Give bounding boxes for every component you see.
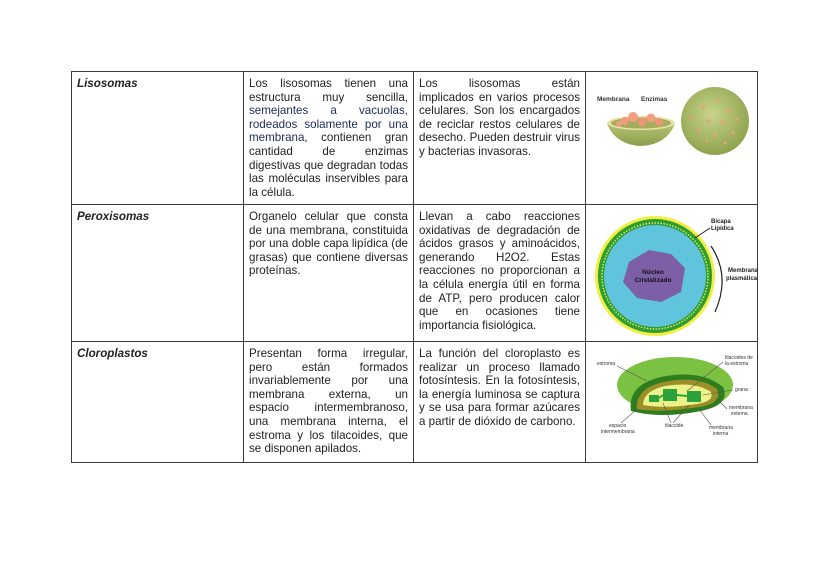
label-nucleo: Núcleo — [642, 269, 664, 276]
table-row-cloroplastos — [72, 342, 758, 463]
organelle-name: Peroxisomas — [72, 205, 244, 342]
image-cell — [586, 72, 758, 205]
structure-highlight-text: semejantes a vacuolas, rodeados solamente por una membrana — [249, 104, 408, 145]
function-cell: La función del cloroplasto es realizar un proceso llamado fotosíntesis. En la fotosíntesis, la energía luminosa se captura y se usa para formar azúcares a partir de dióxido de carbono. — [414, 342, 586, 463]
structure-text: Los lisosomas tienen una estructura muy sencilla, — [249, 77, 408, 104]
peroxisome-diagram — [591, 210, 759, 338]
organelle-name: Lisosomas — [72, 72, 244, 205]
structure-cell: Organelo celular que consta de una membrana, constituida por una doble capa lipídica (de grasas) que contiene diversas proteínas. — [244, 205, 414, 342]
label-estroma: estroma — [597, 361, 616, 367]
structure-cell: Presentan forma irregular, pero están formados invariablemente por una membrana externa, un espacio intermembranoso, una membrana interna, el estroma y los tilacoides, que se disponen apilados. — [244, 342, 414, 463]
chloroplast-diagram — [591, 347, 759, 439]
label-membrana-interna-1: membrana — [709, 425, 733, 431]
label-membrana-interna-2: interna — [713, 431, 729, 437]
table-row-peroxisomas — [72, 205, 758, 342]
table-row-lisosomas — [72, 72, 758, 205]
function-cell: Llevan a cabo reacciones oxidativas de degradación de ácidos grasos y aminoácidos, generando H2O2. Estas reacciones no proporcionan a la célula energía útil en forma de ATP, pero producen calor que en ocasiones tiene importancia fisiológica. — [414, 205, 586, 342]
label-enzimas: Enzimas — [641, 96, 668, 103]
structure-text-end: , contienen gran cantidad de enzimas digestivas que degradan todas las moléculas inservibles para la célula. — [249, 131, 408, 199]
label-membrana-externa-2: externa — [731, 411, 748, 417]
label-membrana-externa-1: membrana — [729, 405, 753, 411]
structure-cell — [244, 72, 414, 205]
label-membrana: Membrana — [597, 96, 630, 103]
label-membrana: Membrana — [728, 268, 759, 274]
image-cell — [586, 342, 758, 463]
label-lipidica: Lipídica — [711, 226, 734, 232]
label-espacio: espacio — [609, 423, 627, 429]
lysosome-illustration — [591, 77, 757, 157]
function-cell: Los lisosomas están implicados en varios procesos celulares. Son los encargados de reciclar restos celulares de desecho. Pueden destruir virus y bacterias invasoras. — [414, 72, 586, 205]
organelle-table — [71, 71, 758, 463]
label-cristalizado: Cristalizado — [634, 277, 672, 284]
organelle-name: Cloroplastos — [72, 342, 244, 463]
image-cell — [586, 205, 758, 342]
label-tilacoide: tilacoide — [665, 423, 684, 429]
label-la-estroma: la estroma — [725, 361, 749, 367]
label-intermembrana: intermembrana — [601, 429, 635, 435]
label-bicapa: Bicapa — [711, 219, 731, 225]
label-plasmatica: plasmática — [726, 276, 758, 282]
label-tilacoides-de: tilacoides de — [725, 355, 753, 361]
label-grana: grana — [735, 387, 748, 393]
